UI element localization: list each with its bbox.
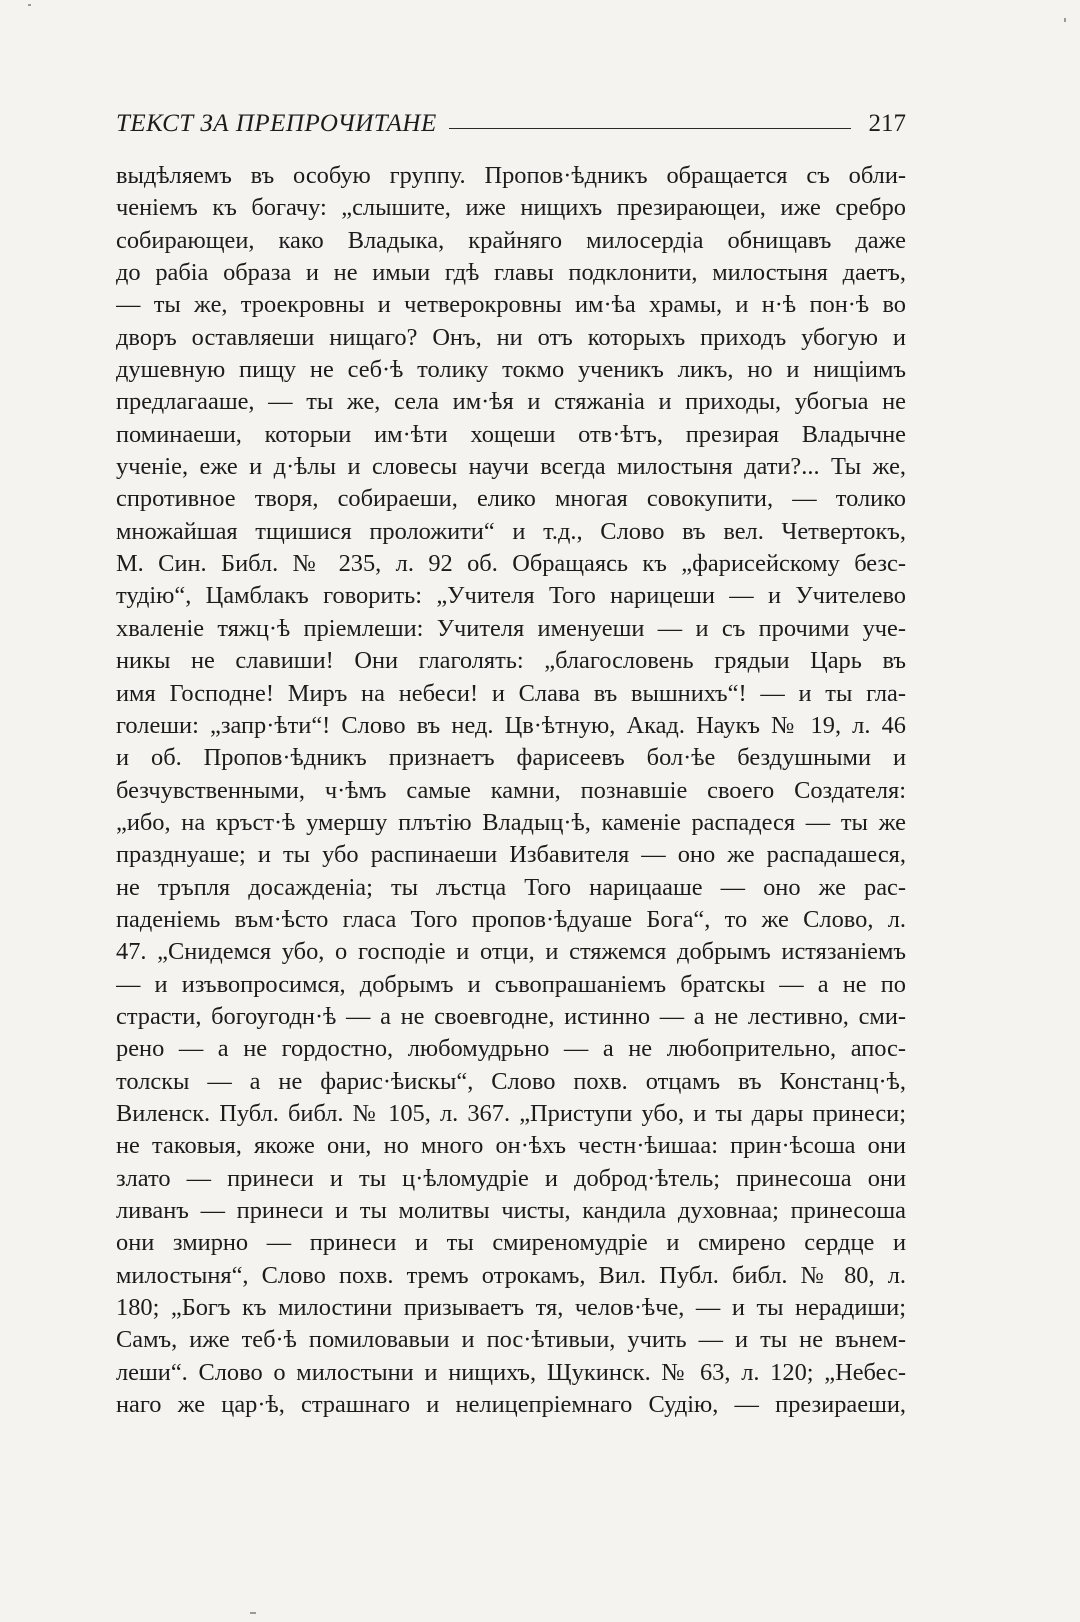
text-line: хваленіе тяжц·ѣ пріемлеши: Учителя именуеши — и съ прочими уче- [116,614,906,642]
page-number: 217 [868,110,906,137]
text-line: толскы — а не фарис·ѣискы“, Слово похв. отцамъ въ Констанц·ѣ, [116,1067,906,1095]
text-line: 180; „Богъ къ милостини призываетъ тя, челов·ѣче, — и ты нерадиши; [116,1294,906,1322]
text-line: 47. „Снидемся убо, о господіе и отци, и стяжемся добрымъ истязаніемъ [116,938,906,966]
text-line: голеши: „запр·ѣти“! Слово въ нед. Цв·ѣтную, Акад. Наукъ № 19, л. 46 [116,711,906,739]
running-head [116,98,906,138]
text-line: и об. Пропов·ѣдникъ признаетъ фарисеевъ бол·ѣе бездушными и [116,744,906,772]
scan-speck [28,4,31,6]
text-line: тудію“, Цамблакъ говорить: „Учителя Того нарицеши — и Учителево [116,582,906,610]
text-line: множайшая тщишися проложити“ и т.д., Слово въ вел. Четвертокъ, [116,517,906,545]
scan-speck [1064,18,1066,22]
text-line: имя Господне! Миръ на небеси! и Слава въ вышнихъ“! — и ты гла- [116,679,906,707]
text-line: не тръпля досажденіа; ты лъстца Того нарицааше — оно же рас- [116,873,906,901]
text-line: дворъ оставляеши нищаго? Онъ, ни отъ которыхъ приходъ убогую и [116,323,906,351]
text-line: собирающеи, како Владыка, крайняго милосердіа обнищавъ даже [116,226,906,254]
text-line: до рабіа образа и не имыи гдѣ главы подклонити, милостыня даетъ, [116,259,906,287]
text-line: леши“. Слово о милостыни и нищихъ, Щукинск. № 63, л. 120; „Небес- [116,1358,906,1386]
text-line: Самъ, иже теб·ѣ помиловавыи и пос·ѣтивыи, учить — и ты не вънем- [116,1326,906,1354]
text-line: наго же цар·ѣ, страшнаго и нелицепріемнаго Судію, — презираеши, [116,1391,906,1419]
text-line: поминаеши, которыи им·ѣти хощеши отв·ѣтъ, презирая Владычне [116,420,906,448]
text-line: рено — а не гордостно, любомудрьно — а не любопрительно, апос- [116,1035,906,1063]
text-line: Виленск. Публ. библ. № 105, л. 367. „Приступи убо, и ты дары принеси; [116,1099,906,1127]
text-line: не таковыя, якоже они, но много он·ѣхъ честн·ѣишаа: прин·ѣсоша они [116,1132,906,1160]
text-line: спротивное творя, собираеши, елико многая совокупити, — толико [116,485,906,513]
text-line: — ты же, троекровны и четверокровны им·ѣа храмы, и н·ѣ пон·ѣ во [116,291,906,319]
text-line: безчувственными, ч·ѣмъ самые камни, познавшіе своего Создателя: [116,776,906,804]
text-line: ученіе, еже и д·ѣлы и словесы научи всегда милостыня дати?... Ты же, [116,453,906,481]
text-line: они змирно — принеси и ты смиреномудріе и смирено сердце и [116,1229,906,1257]
running-head-title: ТЕКСТ ЗА ПРЕПРОЧИТАНЕ [116,110,437,137]
body-text [116,160,906,1421]
text-line: ливанъ — принеси и ты молитвы чисты, кандила духовнаа; принесоша [116,1197,906,1224]
text-line: празднуаше; и ты убо распинаеши Избавителя — оно же распадашеся, [116,841,906,869]
header-rule [449,128,851,129]
text-line: предлагааше, — ты же, села им·ѣя и стяжаніа и приходы, убогыа не [116,388,906,416]
text-line: — и изъвопросимся, добрымъ и съвопрашаніемъ братскы — а не по [116,970,906,998]
scan-speck [250,1612,256,1614]
text-line: паденіемь въм·ѣсто гласа Того пропов·ѣдуаше Бога“, то же Слово, л. [116,905,906,933]
text-line: никы не славиши! Они глаголять: „благословень грядыи Царь въ [116,647,906,675]
text-line: „ибо, на кръст·ѣ умершу плътію Владыц·ѣ, каменіе распадеся — ты же [116,808,906,836]
text-line: страсти, богоугодн·ѣ — а не своевгодне, истинно — а не лестивно, сми- [116,1002,906,1030]
text-line: душевную пищу не себ·ѣ толику токмо ученикъ ликъ, но и нищіимъ [116,356,906,384]
text-line: М. Син. Библ. № 235, л. 92 об. Обращаясь къ „фарисейскому безс- [116,550,906,578]
text-line: злато — принеси и ты ц·ѣломудріе и доброд·ѣтель; принесоша они [116,1164,906,1192]
text-line: ченіемъ къ богачу: „слышите, иже нищихъ презирающеи, иже сребро [116,194,906,222]
text-line: милостыня“, Слово похв. тремъ отрокамъ, Вил. Публ. библ. № 80, л. [116,1261,906,1289]
text-line: выдѣляемъ въ особую группу. Пропов·ѣдникъ обращается съ обли- [116,162,906,189]
